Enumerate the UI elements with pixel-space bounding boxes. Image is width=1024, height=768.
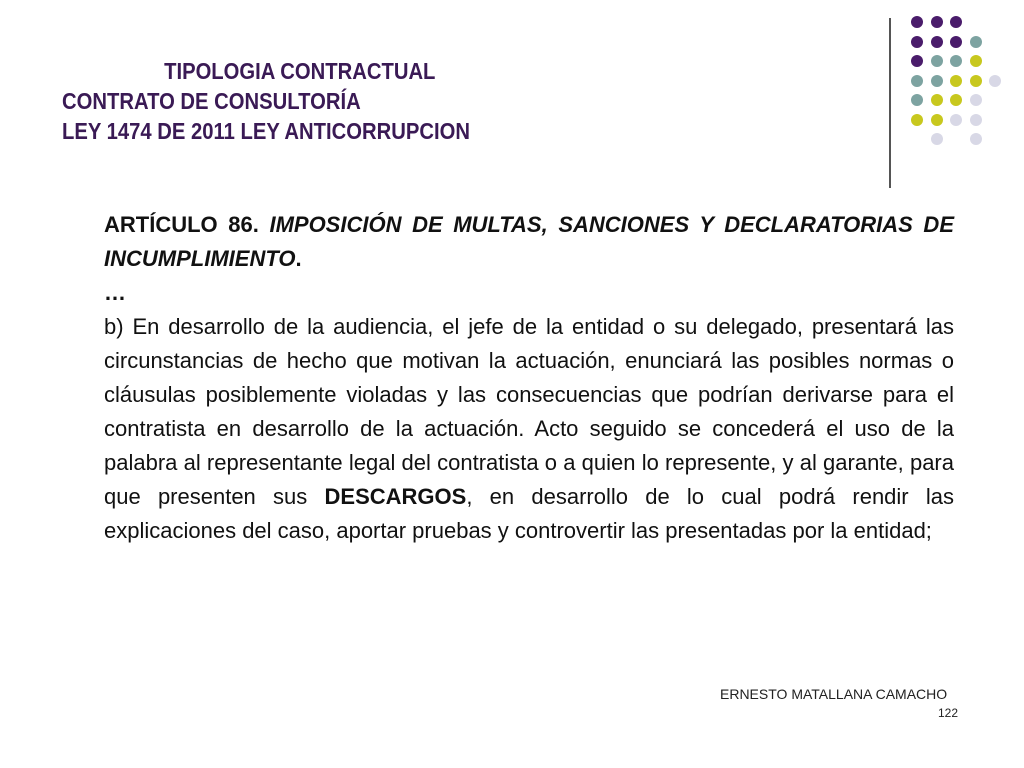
decorative-dot: [970, 133, 982, 145]
paragraph-text-1: b) En desarrollo de la audiencia, el jefe de la entidad o su delegado, presentará las circunstancias de hecho que motivan la actuación, enunciará las posibles normas o cláusulas posiblemente violadas y las consecuencias que podrían derivarse para el contratista en desarrollo de la actuación. Acto seguido se concederá el uso de la palabra al representante legal del contratista o a quien lo represente, y al garante, para que presenten sus: [104, 314, 954, 509]
article-heading: [104, 208, 954, 276]
decorative-dot: [911, 114, 923, 126]
decorative-dot: [931, 16, 943, 28]
article-body: [104, 208, 954, 548]
article-number: ARTÍCULO 86.: [104, 212, 259, 237]
vertical-divider: [889, 18, 891, 188]
title-line-2: CONTRATO DE CONSULTORÍA: [62, 88, 361, 114]
decorative-dot: [911, 75, 923, 87]
paragraph-text-2: , en desarrollo de lo cual podrá rendir las explicaciones del caso, aportar pruebas y controvertir las presentadas por la entidad;: [104, 484, 954, 543]
title-line-3: LEY 1474 DE 2011 LEY ANTICORRUPCION: [62, 118, 470, 144]
decorative-dot: [931, 133, 943, 145]
decorative-dot: [911, 36, 923, 48]
decorative-dot: [970, 36, 982, 48]
article-title: IMPOSICIÓN DE MULTAS, SANCIONES Y DECLARATORIAS DE INCUMPLIMIENTO: [104, 212, 954, 271]
decorative-dot: [911, 94, 923, 106]
article-title-end: .: [295, 246, 302, 271]
paragraph-bold-term: DESCARGOS: [324, 484, 467, 509]
decorative-dot: [950, 114, 962, 126]
article-paragraph: [104, 310, 954, 548]
decorative-dot: [950, 55, 962, 67]
decorative-dot: [931, 94, 943, 106]
page-number: 122: [938, 706, 959, 720]
author-name: ERNESTO MATALLANA CAMACHO: [720, 686, 948, 702]
decorative-dot: [970, 94, 982, 106]
title-line-1: TIPOLOGIA CONTRACTUAL: [164, 58, 436, 84]
decorative-dot: [950, 16, 962, 28]
decorative-dot: [950, 94, 962, 106]
decorative-dot: [931, 55, 943, 67]
decorative-dot: [911, 55, 923, 67]
decorative-dot: [950, 75, 962, 87]
decorative-dot: [931, 114, 943, 126]
decorative-dot: [970, 55, 982, 67]
decorative-dot: [950, 36, 962, 48]
decorative-dot: [911, 16, 923, 28]
decorative-dot: [989, 75, 1001, 87]
slide-title: [62, 56, 470, 146]
decorative-dot: [970, 114, 982, 126]
decorative-dot: [931, 36, 943, 48]
decorative-dot: [931, 75, 943, 87]
decorative-dot: [970, 75, 982, 87]
ellipsis: …: [104, 280, 126, 305]
